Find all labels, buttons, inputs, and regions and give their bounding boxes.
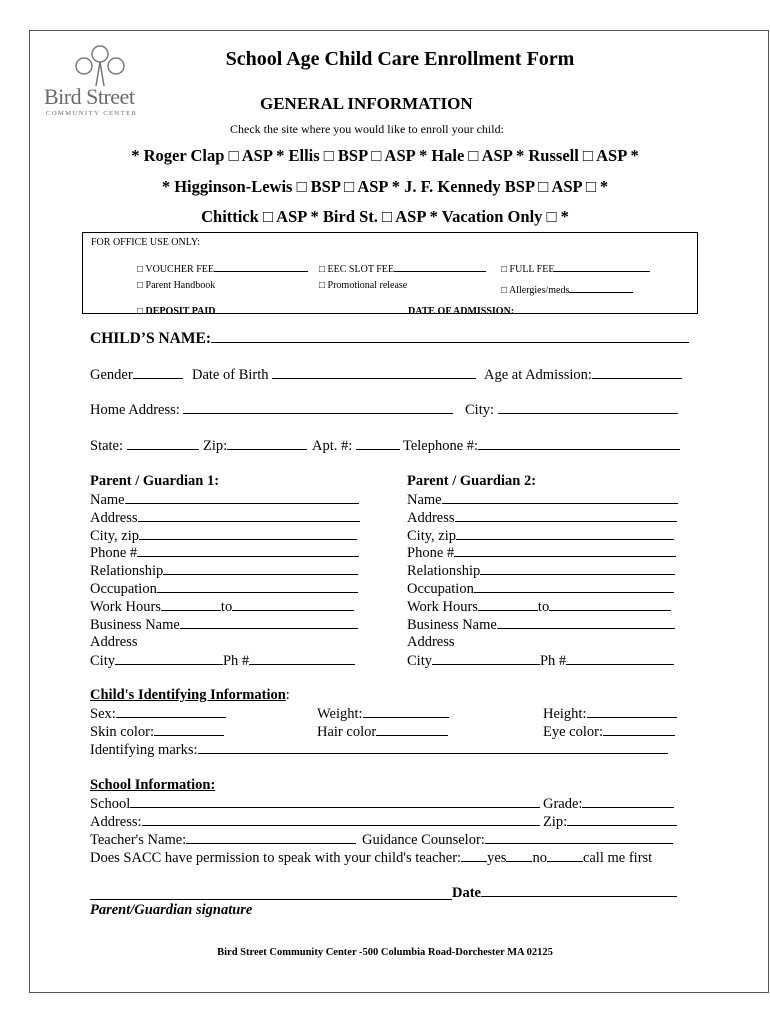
telephone-field[interactable]: Telephone #: bbox=[403, 437, 680, 455]
guardian-1-work-hours[interactable]: Work Hours to bbox=[90, 598, 354, 616]
section-heading: GENERAL INFORMATION bbox=[260, 94, 473, 113]
guardian-1-business-address[interactable]: Address bbox=[90, 634, 138, 650]
guardian-1-city-phone[interactable]: City Ph # bbox=[90, 652, 355, 670]
signature-date-field[interactable]: Date bbox=[452, 884, 677, 902]
school-heading: School Information: bbox=[90, 777, 216, 793]
school-zip-field[interactable]: Zip: bbox=[543, 813, 677, 831]
sex-field[interactable]: Sex: bbox=[90, 705, 226, 723]
weight-field[interactable]: Weight: bbox=[317, 705, 449, 723]
date-of-admission-field[interactable]: DATE OF ADMISSION: bbox=[408, 301, 645, 317]
guardian-1-city-zip[interactable]: City, zip bbox=[90, 527, 357, 545]
guardian-2-heading: Parent / Guardian 2: bbox=[407, 473, 537, 489]
guardian-1-address[interactable]: Address bbox=[90, 509, 360, 527]
gender-field[interactable]: Gender bbox=[90, 366, 183, 384]
apt-field[interactable]: Apt. #: bbox=[312, 437, 400, 455]
logo-subtitle: COMMUNITY CENTER bbox=[46, 110, 138, 117]
logo-name: Bird Street bbox=[44, 84, 135, 109]
office-heading: FOR OFFICE USE ONLY: bbox=[91, 237, 200, 248]
identifying-heading: Child's Identifying Information: bbox=[90, 687, 290, 703]
site-options-row-1[interactable]: * Roger Clap □ ASP * Ellis □ BSP □ ASP * Hale □ ASP * Russell □ ASP * bbox=[131, 146, 639, 165]
guardian-1-name[interactable]: Name bbox=[90, 491, 359, 509]
guardian-2-name[interactable]: Name bbox=[407, 491, 678, 509]
guardian-1-relationship[interactable]: Relationship bbox=[90, 562, 358, 580]
full-fee-checkbox[interactable]: □ FULL FEE bbox=[501, 259, 650, 275]
guidance-counselor-field[interactable]: Guidance Counselor: bbox=[362, 831, 673, 849]
city-field[interactable]: City: bbox=[465, 401, 678, 419]
skin-color-field[interactable]: Skin color: bbox=[90, 723, 224, 741]
age-at-admission-field[interactable]: Age at Admission: bbox=[484, 366, 682, 384]
guardian-2-business-name[interactable]: Business Name bbox=[407, 616, 675, 634]
date-of-birth-field[interactable]: Date of Birth bbox=[192, 366, 476, 384]
state-field[interactable]: State: bbox=[90, 437, 199, 455]
school-address-field[interactable]: Address: bbox=[90, 813, 540, 831]
guardian-2-work-hours[interactable]: Work Hours to bbox=[407, 598, 671, 616]
deposit-paid-checkbox[interactable]: □ DEPOSIT PAID bbox=[137, 301, 299, 317]
guardian-2-city-zip[interactable]: City, zip bbox=[407, 527, 674, 545]
eye-color-field[interactable]: Eye color: bbox=[543, 723, 675, 741]
guardian-1-phone[interactable]: Phone # bbox=[90, 544, 359, 562]
guardian-2-relationship[interactable]: Relationship bbox=[407, 562, 675, 580]
parent-handbook-checkbox[interactable]: □ Parent Handbook bbox=[137, 280, 216, 291]
promotional-release-checkbox[interactable]: □ Promotional release bbox=[319, 280, 408, 291]
office-use-box bbox=[82, 232, 698, 317]
allergies-checkbox[interactable]: □ Allergies/meds bbox=[501, 280, 633, 296]
guardian-2-city-phone[interactable]: City Ph # bbox=[407, 652, 674, 670]
eec-slot-fee-checkbox[interactable]: □ EEC SLOT FEE bbox=[319, 259, 486, 275]
guardian-2-phone[interactable]: Phone # bbox=[407, 544, 676, 562]
height-field[interactable]: Height: bbox=[543, 705, 677, 723]
guardian-2-occupation[interactable]: Occupation bbox=[407, 580, 674, 598]
home-address-field[interactable]: Home Address: bbox=[90, 401, 453, 419]
school-field[interactable]: School bbox=[90, 795, 540, 813]
footer-address: Bird Street Community Center -500 Columbia Road-Dorchester MA 02125 bbox=[217, 947, 553, 958]
grade-field[interactable]: Grade: bbox=[543, 795, 674, 813]
voucher-fee-checkbox[interactable]: □ VOUCHER FEE bbox=[137, 259, 308, 275]
childs-name-field[interactable]: CHILD’S NAME: bbox=[90, 330, 689, 348]
signature-label: Parent/Guardian signature bbox=[90, 902, 253, 918]
guardian-1-heading: Parent / Guardian 1: bbox=[90, 473, 220, 489]
site-options-row-2[interactable]: * Higginson-Lewis □ BSP □ ASP * J. F. Kennedy BSP □ ASP □ * bbox=[161, 177, 609, 196]
zip-field[interactable]: Zip: bbox=[203, 437, 307, 455]
signature-line[interactable] bbox=[90, 899, 452, 900]
site-options-row-3[interactable]: Chittick □ ASP * Bird St. □ ASP * Vacation Only □ * bbox=[201, 207, 569, 226]
guardian-1-business-name[interactable]: Business Name bbox=[90, 616, 358, 634]
guardian-2-business-address[interactable]: Address bbox=[407, 634, 455, 650]
hair-color-field[interactable]: Hair color bbox=[317, 723, 448, 741]
guardian-2-address[interactable]: Address bbox=[407, 509, 677, 527]
identifying-marks-field[interactable]: Identifying marks: bbox=[90, 741, 668, 759]
guardian-1-occupation[interactable]: Occupation bbox=[90, 580, 358, 598]
form-title: School Age Child Care Enrollment Form bbox=[225, 48, 575, 70]
teacher-name-field[interactable]: Teacher's Name: bbox=[90, 831, 356, 849]
teacher-permission-field[interactable]: Does SACC have permission to speak with your child's teacher: yes no call me first bbox=[90, 850, 653, 866]
site-instruction: Check the site where you would like to enroll your child: bbox=[230, 122, 504, 136]
